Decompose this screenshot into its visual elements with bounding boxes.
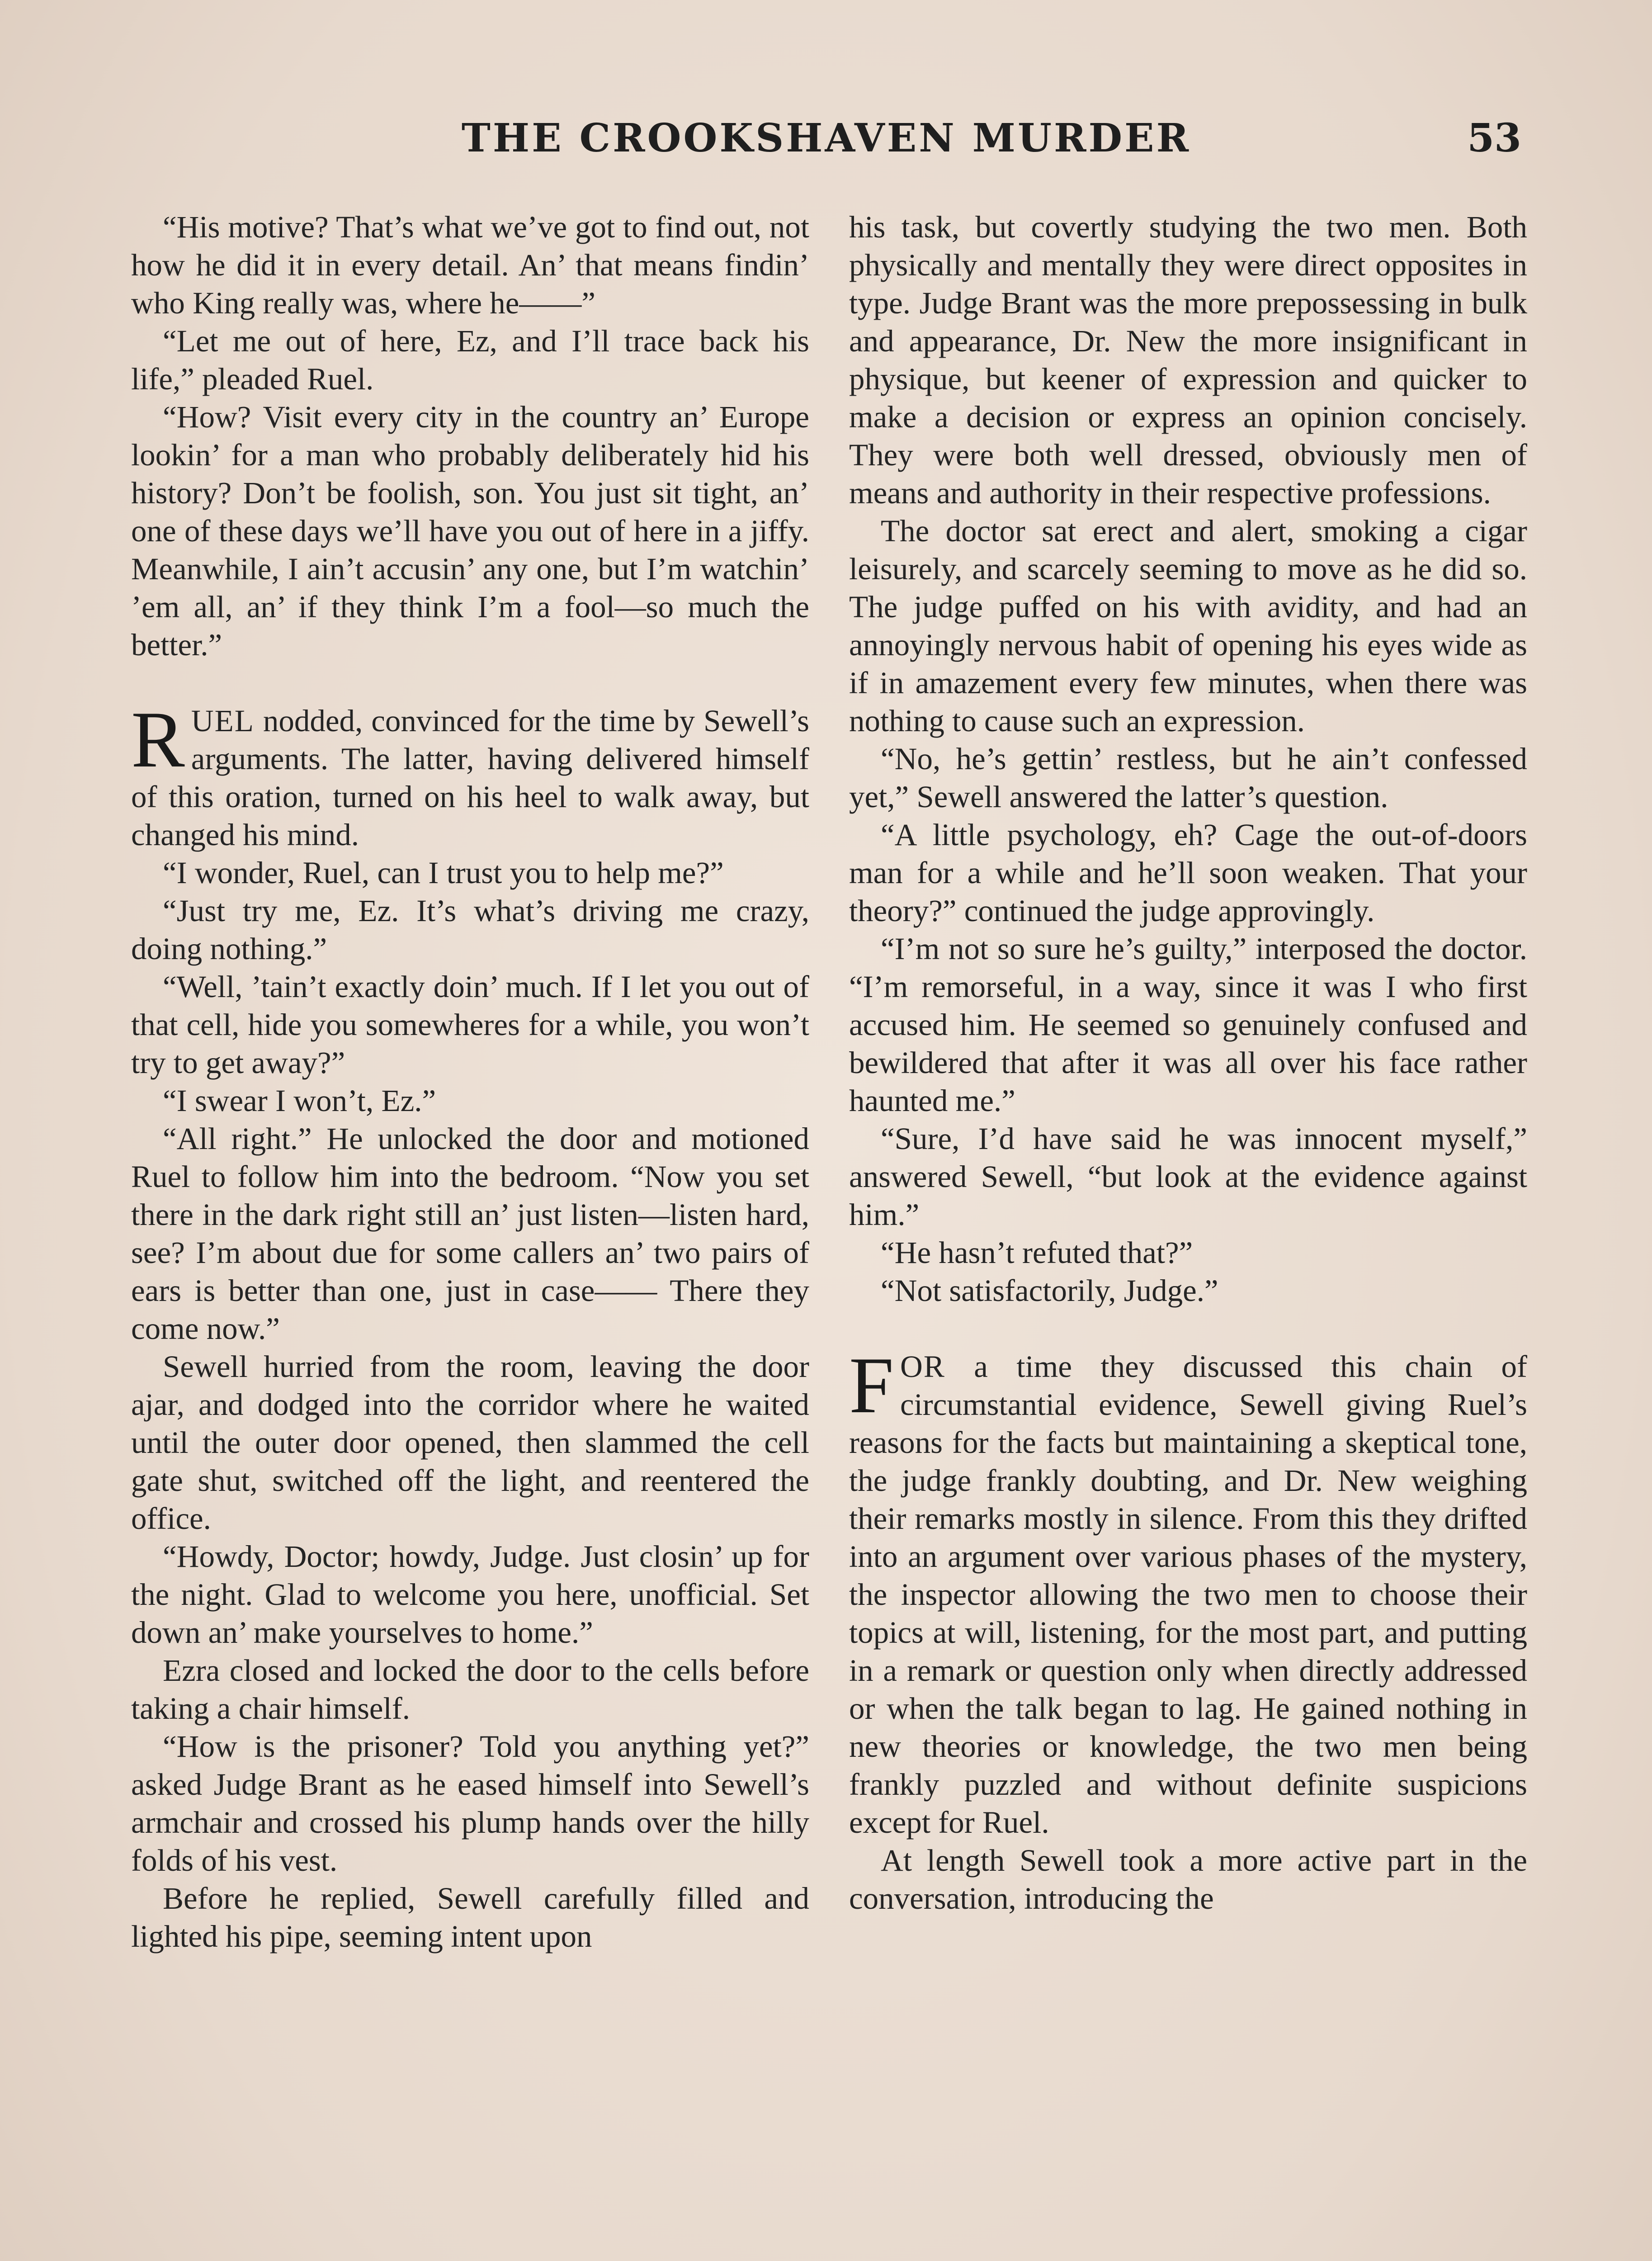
paragraph: “He hasn’t refuted that?” bbox=[881, 1235, 1193, 1270]
page-number: 53 bbox=[1467, 115, 1521, 161]
dropcap-paragraph bbox=[131, 695, 809, 854]
paragraph: his task, but covertly studying the two men. Both physically and mentally they were direct opposites in type. Judge Brant was the more prepossessing in bulk and appearance, Dr. New the more insignificant in physique, but keener of expression and quicker to make a decision or express an opinion concisely. They were both well dressed, obviously men of means and authority in their respective professions. bbox=[849, 210, 1527, 510]
running-head bbox=[131, 115, 1521, 165]
paragraph: “His motive? That’s what we’ve got to find out, not how he did it in every detail. An’ that means findin’ who King really was, where he——” bbox=[131, 210, 809, 320]
paragraph: “Howdy, Doctor; howdy, Judge. Just closin’ up for the night. Glad to welcome you here, unofficial. Set down an’ make yourselves to home.” bbox=[131, 1539, 809, 1650]
paragraph: Before he replied, Sewell carefully filled and lighted his pipe, seeming intent upon bbox=[131, 1881, 809, 1954]
dropcap-paragraph bbox=[849, 1340, 1527, 1841]
paragraph: “I’m not so sure he’s guilty,” interposed the doctor. “I’m remorseful, in a way, since it was I who first accused him. He seemed so genuinely confused and bewildered that after it was all over his face rather haunted me.” bbox=[849, 932, 1527, 1118]
paragraph: “Let me out of here, Ez, and I’ll trace back his life,” pleaded Ruel. bbox=[131, 324, 809, 396]
paragraph: “Well, ’tain’t exactly doin’ much. If I let you out of that cell, hide you somewheres for a while, you won’t try to get away?” bbox=[131, 970, 809, 1080]
paragraph: The doctor sat erect and alert, smoking a cigar leisurely, and scarcely seeming to move as he did so. The judge puffed on his with avidity, and had an annoyingly nervous habit of opening his eyes wide as if in amazement every few minutes, when there was nothing to cause such an expression. bbox=[849, 514, 1527, 738]
section-break bbox=[131, 664, 809, 702]
running-title: THE CROOKSHAVEN MURDER bbox=[461, 115, 1191, 161]
paragraph-text: a time they discussed this chain of circumstantial evidence, Sewell giving Ruel’s reasons for the facts but maintaining a skeptical tone, the judge frankly doubting, and Dr. New weighing their remarks mostly in silence. From this they drifted into an argument over various phases of the mystery, the inspector allowing the two men to choose their topics at will, listening, for the most part, and putting in a remark or question only when directly addressed or when the talk began to lag. He gained nothing in new theories or knowledge, the two men being frankly puzzled and without definite suspicions except for Ruel. bbox=[849, 1349, 1527, 1840]
left-column bbox=[131, 208, 809, 1955]
paragraph: “A little psychology, eh? Cage the out-of-doors man for a while and he’ll soon weaken. That your theory?” continued the judge approvingly. bbox=[849, 818, 1527, 928]
paragraph: “No, he’s gettin’ restless, but he ain’t confessed yet,” Sewell answered the latter’s question. bbox=[849, 742, 1527, 814]
paragraph: Sewell hurried from the room, leaving the door ajar, and dodged into the corridor where he waited until the outer door opened, then slammed the cell gate shut, switched off the light, and reentered the office. bbox=[131, 1349, 809, 1536]
drop-cap: F bbox=[849, 1340, 894, 1430]
smallcaps-lead: OR bbox=[900, 1349, 945, 1384]
paragraph: “Not satisfactorily, Judge.” bbox=[881, 1273, 1218, 1308]
paragraph: “I wonder, Ruel, can I trust you to help me?” bbox=[163, 856, 724, 890]
smallcaps-lead: UEL bbox=[191, 704, 255, 738]
paragraph: At length Sewell took a more active part in the conversation, introducing the bbox=[849, 1843, 1527, 1916]
paragraph: “How? Visit every city in the country an’ Europe lookin’ for a man who probably deliberately hid his history? Don’t be foolish, son. You just sit tight, an’ one of these days we’ll have you out of here in a jiffy. Meanwhile, I ain’t accusin’ any one, but I’m watchin’ ’em all, an’ if they think I’m a fool—so much the better.” bbox=[131, 400, 809, 662]
paragraph: “Just try me, Ez. It’s what’s driving me crazy, doing nothing.” bbox=[131, 894, 809, 966]
section-break bbox=[849, 1310, 1527, 1348]
right-column bbox=[849, 208, 1527, 1917]
paragraph-text: nodded, convinced for the time by Sewell’s arguments. The latter, having delivered himself of this oration, turned on his heel to walk away, but changed his mind. bbox=[131, 704, 809, 852]
paragraph: “I swear I won’t, Ez.” bbox=[163, 1083, 436, 1118]
paragraph: “How is the prisoner? Told you anything yet?” asked Judge Brant as he eased himself into Sewell’s armchair and crossed his plump hands over the hilly folds of his vest. bbox=[131, 1729, 809, 1878]
paragraph: Ezra closed and locked the door to the cells before taking a chair himself. bbox=[131, 1653, 809, 1726]
paragraph: “All right.” He unlocked the door and motioned Ruel to follow him into the bedroom. “Now you set there in the dark right still an’ just listen—listen hard, see? I’m about due for some callers an’ two pairs of ears is better than one, just in case—— There they come now.” bbox=[131, 1121, 809, 1346]
paragraph: “Sure, I’d have said he was innocent myself,” answered Sewell, “but look at the evidence against him.” bbox=[849, 1121, 1527, 1232]
drop-cap: R bbox=[131, 695, 185, 784]
